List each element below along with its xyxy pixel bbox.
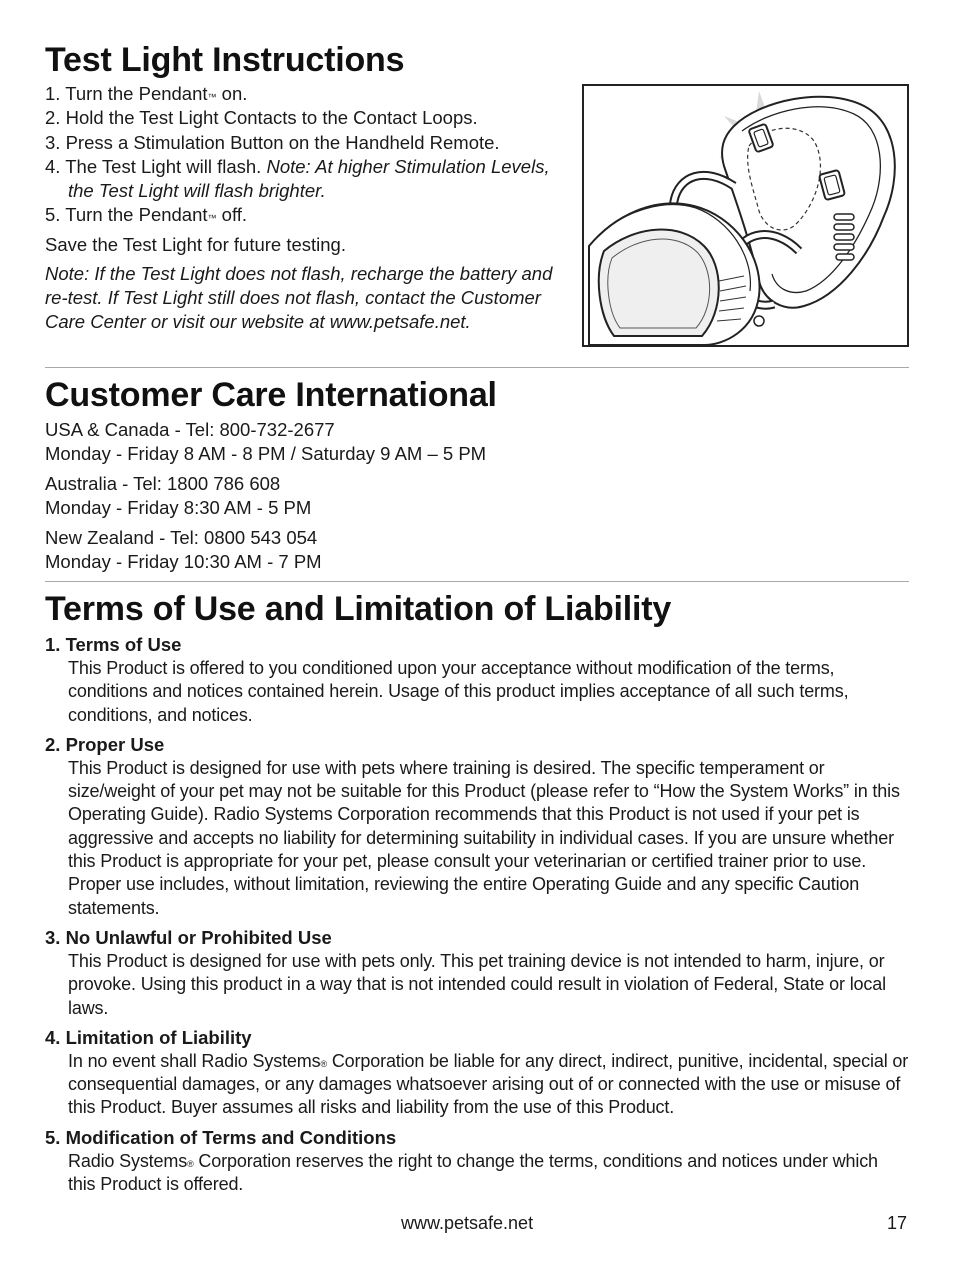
term-body [45,1150,909,1197]
contact-australia [45,472,909,519]
manual-page [45,0,909,1272]
terms-title: Terms of Use and Limitation of Liability [45,590,672,628]
save-note: Save the Test Light for future testing. [45,233,346,255]
step-item [45,82,560,106]
step-text-end: on. [216,83,248,104]
term-body-end: Corporation reserves the right to change the terms, conditions and notices under which this Product is offered. [68,1150,878,1195]
term-body [45,1050,909,1120]
step-text-end: off. [216,204,248,226]
step-text: The Test Light will flash. [65,155,267,177]
term-heading: 3. No Unlawful or Prohibited Use [45,926,332,948]
term-heading: 5. Modification of Terms and Conditions [45,1126,397,1148]
term-body: This Product is designed for use with pets only. This pet training device is not intended to harm, injure, or provoke. Using this product in a way that is not intended could result in violation of Federal, State or local laws. [68,950,886,1018]
term-heading: 1. Terms of Use [45,634,182,655]
page-number: 17 [887,1213,908,1233]
section-divider [45,581,909,582]
contact-hours: Monday - Friday 8:30 AM - 5 PM [45,496,312,518]
test-light-section [45,38,909,334]
step-text: Hold the Test Light Contacts to the Contact Loops. [65,107,478,129]
term-body-start: Radio Systems [68,1150,188,1171]
step-number: 1. [45,83,61,104]
troubleshoot-note: Note: If the Test Light does not flash, recharge the battery and re-test. If Test Light still does not flash, contact the Customer Care Center or visit our website at www.petsafe.net. [45,262,553,332]
term-item [45,1026,909,1120]
term-body: This Product is designed for use with pets where training is desired. The specific temperament or size/weight of your pet may not be suitable for this Product (please refer to “How the System Works” in this Operating Guide). Radio Systems Corporation recommends that this Product is not used if your pet is aggressive and accepts no liability for determining suitability in individual cases. If you are unsure whether this Product is appropriate for your pet, please consult your veterinarian or certified trainer prior to use. Proper use includes, without limitation, reviewing the entire Operating Guide and any specific Caution statements. [68,757,900,918]
contact-hours: Monday - Friday 8 AM - 8 PM / Saturday 9 AM – 5 PM [45,442,487,464]
step-text: Press a Stimulation Button on the Handheld Remote. [65,131,500,153]
term-item [45,733,909,920]
trademark-symbol: ™ [207,92,217,102]
footer-website-link[interactable]: www.petsafe.net [401,1213,534,1233]
step-number: 2. [45,107,61,129]
test-light-title: Test Light Instructions [45,41,405,79]
step-number: 3. [45,131,61,153]
test-light-illustration [582,84,909,347]
term-item [45,633,909,727]
step-note: Note: At higher Stimulation Levels, the Test Light will flash brighter. [68,155,550,202]
step-text: Turn the Pendant [65,204,208,226]
registered-symbol: ® [320,1058,327,1069]
term-body: This Product is offered to you conditioned upon your acceptance without modification of the terms, conditions and notices contained herein. Usage of this product implies acceptance of all such terms, conditions, and notices. [68,658,849,725]
step-number: 5. [45,204,61,226]
contact-phone: USA & Canada - Tel: 800-732-2677 [45,419,335,440]
trademark-symbol: ™ [207,213,217,224]
term-item [45,1126,909,1197]
term-heading: 4. Limitation of Liability [45,1026,252,1048]
step-item [45,131,560,155]
term-heading: 2. Proper Use [45,733,165,755]
contact-phone: Australia - Tel: 1800 786 608 [45,473,281,494]
section-divider [45,367,909,368]
pendant-test-light-drawing [584,86,907,345]
test-light-steps [45,82,560,228]
step-item [45,106,560,130]
step-item [45,203,560,227]
step-number: 4. [45,155,61,177]
registered-symbol: ® [187,1158,194,1169]
customer-care-section [45,372,909,580]
contact-usa-canada [45,418,909,465]
terms-section [45,586,909,1202]
contact-new-zealand [45,526,909,573]
step-text: Turn the Pendant [65,83,208,104]
term-item [45,926,909,1020]
contact-hours: Monday - Friday 10:30 AM - 7 PM [45,550,322,572]
step-item [45,155,560,204]
customer-care-title: Customer Care International [45,376,497,414]
term-body-start: In no event shall Radio Systems [68,1050,321,1071]
term-body-end: Corporation be liable for any direct, indirect, punitive, incidental, special or consequential damages, or any damages whatsoever arising out of or connected with the use or misuse of this Product. Buyer assumes all risks and liability from the use of this Product. [68,1050,909,1118]
contact-phone: New Zealand - Tel: 0800 543 054 [45,527,318,548]
